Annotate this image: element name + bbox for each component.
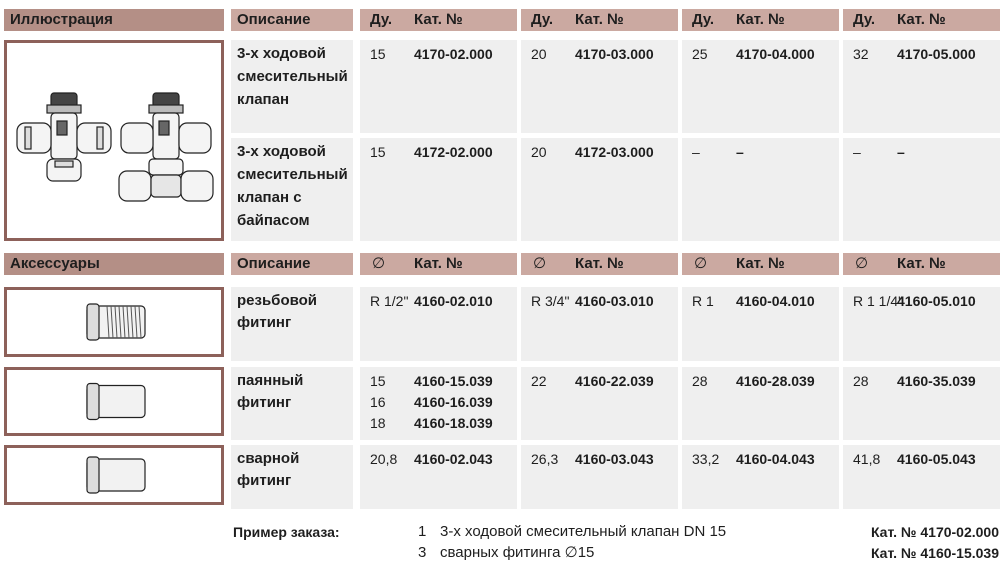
- header-cat-label: Кат. №: [575, 11, 624, 28]
- header-description: [231, 9, 353, 31]
- header-illustration: [4, 9, 224, 31]
- description-line: смесительный: [237, 68, 348, 85]
- diameter-value: R 3/4": [531, 293, 570, 309]
- accessory-row-1-cell-1: [360, 287, 517, 361]
- accessory-row-2-cell-4: [843, 367, 1000, 440]
- header-accessories: [4, 253, 224, 275]
- dn-value: –: [692, 144, 700, 160]
- fitting-image: [7, 370, 221, 433]
- description-line: резьбовой: [237, 292, 318, 309]
- accessory-row-2-cell-1: [360, 367, 517, 440]
- accessory-row-1-cell-4: [843, 287, 1000, 361]
- diameter-value: 15: [370, 373, 386, 389]
- catalog-number: 4170-02.000: [414, 46, 493, 62]
- dn-value: 20: [531, 144, 547, 160]
- diameter-value: R 1 1/4": [853, 293, 904, 309]
- header-diam-cat-4: [843, 253, 1000, 275]
- diameter-value: R 1: [692, 293, 714, 309]
- diameter-value: R 1/2": [370, 293, 409, 309]
- valve-row-1-cell-3: [682, 40, 839, 133]
- catalog-number: 4160-03.010: [575, 293, 654, 309]
- fitting-illustration-1: [4, 287, 224, 357]
- diameter-value: 20,8: [370, 451, 398, 467]
- catalog-number: 4170-04.000: [736, 46, 815, 62]
- order-line-2-text: сварных фитинга ∅15: [440, 544, 595, 561]
- diameter-value: 28: [853, 373, 869, 389]
- header-cat-label: Кат. №: [897, 11, 946, 28]
- valve-illustration: [4, 40, 224, 241]
- valve-row-1-cell-4: [843, 40, 1000, 133]
- dn-value: 15: [370, 46, 386, 62]
- description-line: смесительный: [237, 166, 348, 183]
- header-cat-label: Кат. №: [575, 255, 624, 272]
- description-line: клапан с: [237, 189, 302, 206]
- description-line: клапан: [237, 91, 290, 108]
- catalog-number: 4160-05.010: [897, 293, 976, 309]
- description-line: фитинг: [237, 314, 292, 331]
- header-dn-cat-3: [682, 9, 839, 31]
- header-dn-label: Ду.: [853, 11, 876, 28]
- accessory-row-3-cell-2: [521, 445, 678, 509]
- diameter-value: 22: [531, 373, 547, 389]
- header-cat-label: Кат. №: [897, 255, 946, 272]
- valve-row-2-cell-1: [360, 138, 517, 241]
- valve-row-2-cell-3: [682, 138, 839, 241]
- header-cat-label: Кат. №: [414, 255, 463, 272]
- order-example-label: Пример заказа:: [233, 524, 340, 540]
- diameter-value: 33,2: [692, 451, 720, 467]
- fitting-illustration-3: [4, 445, 224, 505]
- description-line: сварной: [237, 450, 300, 467]
- dn-value: 20: [531, 46, 547, 62]
- accessory-row-1-cell-3: [682, 287, 839, 361]
- order-line-1-cat: Кат. № 4170-02.000: [870, 524, 999, 540]
- accessory-row-3-cell-4: [843, 445, 1000, 509]
- dn-value: 32: [853, 46, 869, 62]
- description-line: фитинг: [237, 394, 292, 411]
- accessory-row-2-description: [231, 367, 353, 440]
- accessory-row-3-cell-1: [360, 445, 517, 509]
- header-diam-label: ∅: [533, 255, 547, 272]
- order-line-2-cat: Кат. № 4160-15.039: [870, 545, 999, 561]
- catalog-number: 4170-03.000: [575, 46, 654, 62]
- accessory-row-1-description: [231, 287, 353, 361]
- catalog-number: –: [897, 144, 905, 160]
- catalog-number: 4160-03.043: [575, 451, 654, 467]
- header-diam-cat-3: [682, 253, 839, 275]
- order-line-1-text: 3-х ходовой смесительный клапан DN 15: [440, 523, 727, 540]
- valve-row-1-cell-1: [360, 40, 517, 133]
- dn-value: –: [853, 144, 861, 160]
- mixing-valve-image: [7, 43, 221, 238]
- accessory-row-3-cell-3: [682, 445, 839, 509]
- catalog-number: 4160-18.039: [414, 415, 493, 431]
- header-dn-label: Ду.: [370, 11, 393, 28]
- header-dn-label: Ду.: [531, 11, 554, 28]
- diameter-value: 41,8: [853, 451, 881, 467]
- dn-value: 25: [692, 46, 708, 62]
- accessory-row-2-cell-2: [521, 367, 678, 440]
- dn-value: 15: [370, 144, 386, 160]
- catalog-number: 4160-35.039: [897, 373, 976, 389]
- fitting-illustration-2: [4, 367, 224, 436]
- fitting-image: [7, 290, 221, 354]
- catalog-number: 4160-02.010: [414, 293, 493, 309]
- header-diam-label: ∅: [372, 255, 386, 272]
- accessory-row-1-cell-2: [521, 287, 678, 361]
- header-diam-label: ∅: [694, 255, 708, 272]
- catalog-number: 4172-03.000: [575, 144, 654, 160]
- catalog-number: 4160-15.039: [414, 373, 493, 389]
- description-line: 3-х ходовой: [237, 143, 326, 160]
- catalog-number: 4160-28.039: [736, 373, 815, 389]
- description-line: 3-х ходовой: [237, 45, 326, 62]
- valve-row-1-description: [231, 40, 353, 133]
- header-illustration-label: Иллюстрация: [10, 11, 113, 28]
- catalog-number: 4170-05.000: [897, 46, 976, 62]
- valve-row-2-cell-4: [843, 138, 1000, 241]
- diameter-value: 26,3: [531, 451, 559, 467]
- catalog-number: 4172-02.000: [414, 144, 493, 160]
- diameter-value: 18: [370, 415, 386, 431]
- header-diam-cat-2: [521, 253, 678, 275]
- catalog-number: 4160-02.043: [414, 451, 493, 467]
- header-accessories-description: [231, 253, 353, 275]
- header-diam-label: ∅: [855, 255, 869, 272]
- catalog-number: 4160-16.039: [414, 394, 493, 410]
- description-line: паянный: [237, 372, 304, 389]
- valve-row-1-cell-2: [521, 40, 678, 133]
- header-dn-label: Ду.: [692, 11, 715, 28]
- header-dn-cat-2: [521, 9, 678, 31]
- header-cat-label: Кат. №: [736, 255, 785, 272]
- catalog-number: 4160-05.043: [897, 451, 976, 467]
- catalog-number: 4160-04.043: [736, 451, 815, 467]
- accessory-row-2-cell-3: [682, 367, 839, 440]
- header-dn-cat-1: [360, 9, 517, 31]
- accessory-row-3-description: [231, 445, 353, 509]
- catalog-number: 4160-04.010: [736, 293, 815, 309]
- catalog-number: 4160-22.039: [575, 373, 654, 389]
- description-line: байпасом: [237, 212, 310, 229]
- header-accessories-description-label: Описание: [237, 255, 311, 272]
- header-diam-cat-1: [360, 253, 517, 275]
- diameter-value: 28: [692, 373, 708, 389]
- diameter-value: 16: [370, 394, 386, 410]
- fitting-image: [7, 448, 221, 502]
- header-cat-label: Кат. №: [414, 11, 463, 28]
- valve-row-2-cell-2: [521, 138, 678, 241]
- order-line-2-qty: 3: [418, 544, 427, 561]
- valve-row-2-description: [231, 138, 353, 241]
- catalog-number: –: [736, 144, 744, 160]
- header-cat-label: Кат. №: [736, 11, 785, 28]
- description-line: фитинг: [237, 472, 292, 489]
- header-accessories-label: Аксессуары: [10, 255, 100, 272]
- header-dn-cat-4: [843, 9, 1000, 31]
- header-description-label: Описание: [237, 11, 311, 28]
- order-line-1-qty: 1: [418, 523, 427, 540]
